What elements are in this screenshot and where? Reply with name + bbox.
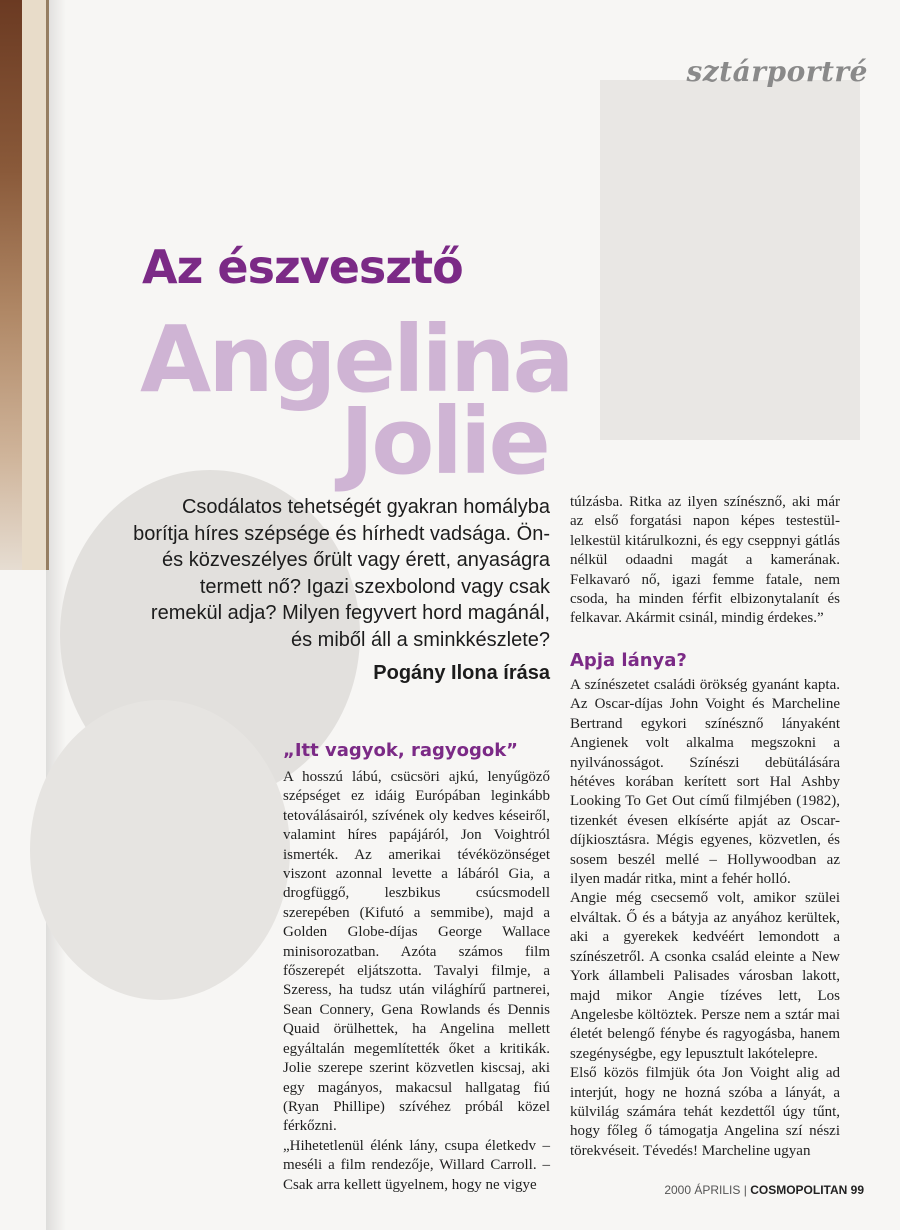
lead-text: Csodálatos tehetségét gyakran homályba borítja híres szépsége és hírhedt vadsága. Ön- és közveszélyes őrült vagy érett, anyaságra termett nő? Igazi szexbolond vagy csak remekül adja? Milyen fegyvert hord magánál, és miből áll a sminkkészlete? <box>133 496 550 651</box>
column2-paragraph3: Angie még csecsemő volt, amikor szülei elváltak. Ő és a bátyja az anyához kerültek, aki a gyerekek kedvéért lemondott a színészetről. A csonka család eleinte a New York állambeli Palisades városban lakott, majd mikor Angie tízéves lett, Los Angelesbe költöztek. Persze nem a sztár mai életét belengő fénybe és ragyogásba, hanem szegénységbe, egy lepusztult lakótelepre. <box>570 890 840 1062</box>
column2-heading <box>570 650 687 671</box>
byline: Pogány Ilona írása <box>373 662 550 684</box>
article-column-1 <box>283 768 550 1195</box>
column1-paragraph2: „Hihetetlenül élénk lány, csupa életkedv – meséli a film rendezője, Willard Carroll. – Csak arra kellett ügyelnem, hogy ne vigye <box>283 1137 550 1193</box>
section-label: sztárportré <box>686 55 868 88</box>
left-edge-frame <box>22 0 49 570</box>
footer-page-number: 99 <box>850 1183 864 1197</box>
footer-separator: | <box>743 1183 747 1197</box>
subheading-apja-lanya: Apja lánya? <box>570 650 687 671</box>
column2-paragraph1: túlzásba. Ritka az ilyen színésznő, aki már az első forgatási napon képes testestül-lelkestül kitárulkozni, és egy cseppnyi gátlás nélkül odaadni magát a kamerának. Felkavaró nő, igazi femme fatale, nem csoda, ha minden férfit elbizonytalanít és felkavar. Akármit csinál, mindig érdekes.” <box>570 494 840 627</box>
lead-paragraph <box>130 494 550 653</box>
headline-line2: Angelina <box>140 306 572 413</box>
footer-magazine: COSMOPOLITAN <box>750 1183 848 1197</box>
column1-heading <box>283 740 518 761</box>
article-column-2-continued <box>570 676 840 1161</box>
column2-paragraph4: Első közös filmjük óta Jon Voight alig ad interjút, hogy ne hozná szóba a lányát, a külvilág számára tehát kezdettől úgy tűnt, hogy főleg ő támogatja Angelina szí nészi törekvéseit. Tévedés! Marcheline ugyan <box>570 1065 840 1159</box>
headline-line3: Jolie <box>340 388 548 495</box>
page-footer <box>664 1183 864 1197</box>
subheading-itt-vagyok: „Itt vagyok, ragyogok” <box>283 740 519 761</box>
bleed-through-area <box>600 80 860 440</box>
headline-line1: Az észvesztő <box>142 240 463 294</box>
column1-paragraph1: A hosszú lábú, csücsöri ajkú, lenyűgöző szépséget ez idáig Európában leginkább tetoválásairól, szívének oly kedves késeiről, valamint híres papájáról, Jon Voightról ismerték. Az amerikai tévéközönséget viszont azonnal levette a lábáról Gia, a drogfüggő, leszbikus csúcsmodell szerepében (Kifutó a semmibe), majd a Golden Globe-díjas George Wallace minisorozatban. Azóta számos film főszerepét eljátszotta. Tavalyi filmje, a Szeress, ha tudsz után világhírű partnerei, Sean Connery, Gena Rowlands és Dennis Quaid örülhettek, ha Angelina mellett egyáltalán megemlítették őket a kritikák. Jolie szerepe szerint közvetlen kiscsaj, aki egy magányos, makacsul hallgatag fiú (Ryan Phillipe) szívéhez próbál közel férkőzni. <box>283 769 550 1135</box>
column2-paragraph2: A színészetet családi örökség gyanánt kapta. Az Oscar-díjas John Voight és Marcheline Bertrand egykori színésznő lányaként Angienek volt alkalma megszokni a nyilvánosságot. Színészi debütálására hétéves korában kerített sort Hal Ashby Looking To Get Out című filmjében (1982), tizenkét évesen elkísérte apját az Oscar-díjkiosztásra. Mégis egyenes, közvetlen, és sosem beszél mellé – Hollywoodban az ilyen madár ritka, mint a fehér holló. <box>570 677 840 888</box>
footer-date: 2000 ÁPRILIS <box>664 1183 741 1197</box>
article-column-2 <box>570 493 840 629</box>
background-faded-shape <box>30 700 290 1000</box>
